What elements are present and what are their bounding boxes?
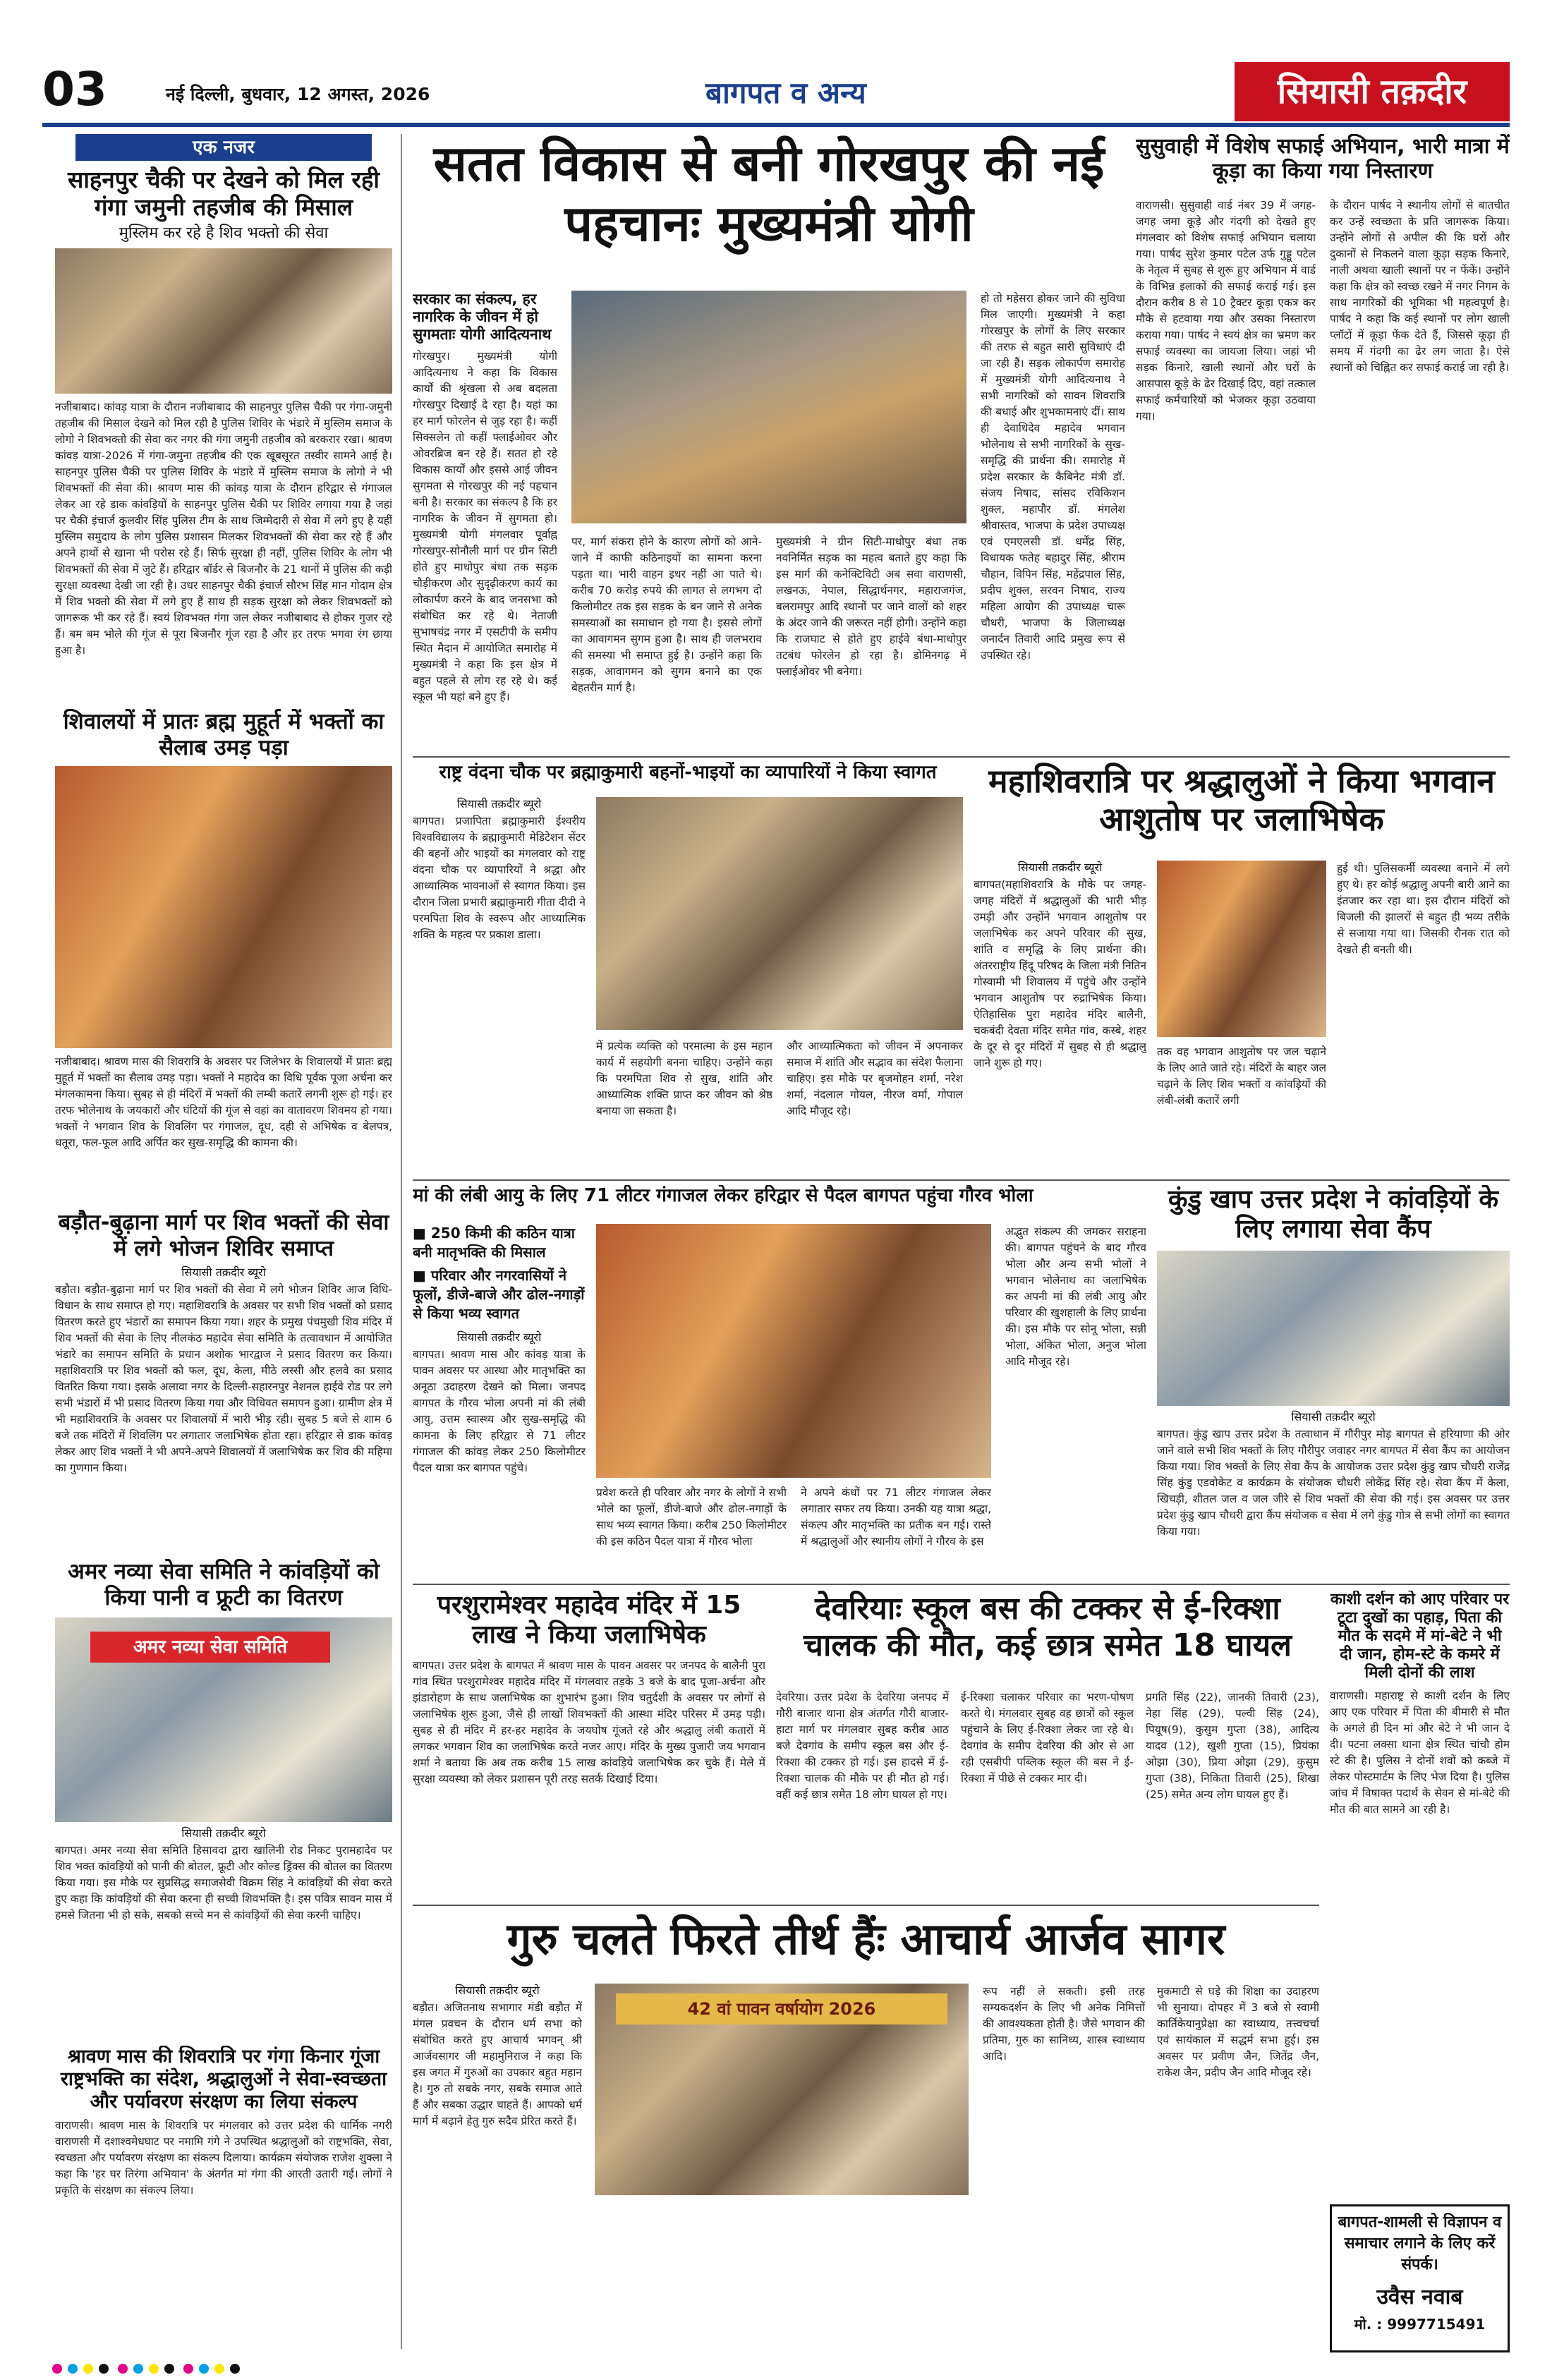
ad-phone: मो. : 9997715491 xyxy=(1354,2316,1486,2333)
photo xyxy=(55,766,392,1048)
article-body: बागपत। कुंडु खाप उत्तर प्रदेश के तत्वाधान में गौरीपुर मोड़ बागपत से हरियाणा की ओर जाने वाले सभी शिव भक्तों के लिए गौरीपुर जवाहर नगर बागपत में सेवा कैंप का आयोजन किया गया। शिव भक्तों के लिए सेवा कैंप के आयोजक उत्तर प्रदेश कुंडु खाप चौधरी राजेंद्र सिंह कुंडु एडवोकेट व कार्यक्रम के संयोजक चौधरी लोकेंद्र सिंह रहे। सेवा कैंप में केला, खिचड़ी, शीतल जल व जल जीरे से शिव भक्तों की सेवा की गई। इस अवसर पर उत्तर प्रदेश कुंडु खाप चौधरी द्वारा कैंप संयोजक व सेवा में लगे कुंडु गोत्र से सभी लोगों का स्वागत किया गया। xyxy=(1157,1428,1510,1538)
bullet-2-text: परिवार और नगरवासियों ने फूलों, डीजे-बाजे और ढोल-नगाड़ों से किया भव्य स्वागत xyxy=(413,1267,585,1322)
col xyxy=(974,861,1146,1171)
article-body-1: बड़ौत। अजितनाथ सभागार मंडी बड़ौत में मंगल प्रवचन के दौरान धर्म सभा को संबोधित करते हुए आचार्य भगवन् श्री आर्जवसागर जी महामुनिराज ने कहा कि इस जगत में गुरुओं का उपकार बहुत महान है। गुरु तो सबके नगर, सबके समाज आते हैं और सबका उद्धार चाहते हैं। आपको धर्म मार्ग में बढ़ाने हेतु गुरु सदैव प्रेरित करते हैं। xyxy=(413,2001,582,2128)
lead-photo xyxy=(571,291,966,523)
headline: श्रावण मास की शिवरात्रि पर गंगा किनार गूंजा राष्ट्रभक्ति का संदेश, श्रद्धालुओं ने सेवा-स्वच्छता और पर्यावरण संरक्षण का लिया संकल्प xyxy=(60,2046,387,2113)
headline: अमर नव्या सेवा समिति ने कांवड़ियों को किया पानी व फ्रूटी का वितरण xyxy=(68,1559,380,1610)
article-body-1: देवरिया। उत्तर प्रदेश के देवरिया जनपद में गौरी बाजार थाना क्षेत्र अंतर्गत गौरी बाजार-हाटा मार्ग पर मंगलवार सुबह करीब आठ बजे देवगांव के समीप स्कूल बस और ई-रिक्शा की टक्कर हो गई। इस हादसे में ई-रिक्शा चालक की मौके पर ही मौत हो गई। वहीं कई छात्र समेत 18 लोग घायल हो गए। xyxy=(776,1691,949,1801)
article-body: बागपत। अमर नव्या सेवा समिति हिसावदा द्वारा खालिनी रोड निकट पुरामहादेव पर शिव भक्त कांवड़ियों को पानी की बोतल, फ्रूटी और कोल्ड ड्रिंक्स की बोतल का वितरण किया गया। इस मौके पर सुप्रसिद्ध समाजसेवी विक्रम सिंह ने कांवड़ियों की सेवा करते हुए कहा कि कांवड़ियों की सेवा करना ही सच्ची शिवभक्ति है। इस पवित्र सावन मास में हमसे जितना भी हो सके, सबको सच्चे मन से कांवड़ियों की सेवा करनी चाहिए। xyxy=(55,1844,392,1922)
article-body: वाराणसी। श्रावण मास के शिवरात्रि पर मंगलवार को उत्तर प्रदेश की धार्मिक नगरी वाराणसी में दशाश्वमेधघाट पर नमामि गंगे ने उपस्थित श्रद्धालुओं को राष्ट्रभक्ति, सेवा, स्वच्छता और पर्यावरण संरक्षण का संकल्प दिलाया। कार्यक्रम संयोजक राजेश शुक्ला ने कहा कि 'हर घर तिरंगा अभियान' के अंतर्गत मां गंगा की आरती उतारी गई। लोगों ने प्रकृति के संरक्षण का संकल्प लिया। xyxy=(55,2118,392,2197)
byline: सियासी तक़दीर ब्यूरो xyxy=(456,797,542,810)
article-body-3: प्रगति सिंह (22), जानकी तिवारी (23), नेहा सिंह (29), पल्वी सिंह (24), पियूष(9), कुसुम गुप्ता (38), आदित्य यादव (12), खुशी गुप्ता (15), प्रियंका ओझा (30), प्रिया ओझा (29), कुसुम गुप्ता (38), निकिता तिवारी (25), शिखा (25) समेत अन्य लोग घायल हुए हैं। xyxy=(1146,1691,1319,1801)
column-rule xyxy=(401,134,402,2349)
photo xyxy=(595,1984,969,2195)
article-body-2: प्रवेश करते ही परिवार और नगर के लोगों ने सभी भोले का फूलों, डीजे-बाजे और ढोल-नगाड़ों के साथ भव्य स्वागत किया। करीब 250 किलोमीटर की इस कठिन पैदल यात्रा में गौरव भोला xyxy=(596,1486,787,1548)
article-body: नजीबाबाद। कांवड़ यात्रा के दौरान नजीबाबाद की साहनपुर पुलिस चैकी पर गंगा-जमुनी तहजीब की मिसाल देखने को मिल रही है पुलिस शिविर के भंडारे में मुस्लिम समाज के लोगो ने शिवभक्तो की सेवा कर नगर की गंगा जमुनी तहजीब को बरकरार रखा। श्रावण कांवड़ यात्रा-2026 में गंगा-जमुना तहजीब की एक खूबसूरत तस्वीर सामने आई है। साहनपुर पुलिस चैकी पर पुलिस शिविर के भंडारे में मुस्लिम समाज के लोगो ने भी शिवभक्तों की सेवा की। श्रावण मास की कांवड़ यात्रा के दौरान हरिद्वार से गंगाजल लेकर आ रहे डाक कांवड़ियों के साहनपुर पुलिस चैकी पर शिविर लगाया गया है जहां पर चैकी इंचार्ज कुलवीर सिंह पुलिस टीम के साथ जिम्मेदारी से सेवा में लगे हुए है यहीं मुस्लिम समुदाय के लोग पुलिस प्रशासन मिलकर शिवभक्तों की सेवा कर रहे हैं और अपने हाथों से खाना भी परोस रहे हैं। सिर्फ सुरक्षा ही नहीं, पुलिस शिविर के लोग भी शिवभक्तों की सेवा में जुटे हैं। हरिद्वार बॉर्डर से बिजनौर के 21 थानों में पुलिस की कड़ी सुरक्षा व्यवस्था देखी जा रही है। उधर साहनपुर चैकी इंचार्ज सौरभ सिंह मान गोदाम क्षेत्र में शिव भक्तो की सेवा में लगे हुए हैं साथ ही सड़क सुरक्षा को लेकर शिवभक्तों को जागरूक भी कर रहे हैं। स्वयं शिवभक्त गंगा जल लेकर नजीबाबाद से होकर गुजर रहे हैं। बम बम भोले की गूंज से पूरा बिजनौर गूंज रहा है और हर तरफ भगवा रंग छाया हुआ है। xyxy=(55,401,392,657)
lead-body-2: पर, मार्ग संकरा होने के कारण लोगों को आने-जाने में काफी कठिनाइयों का सामना करना पड़ता था। भारी वाहन इधर नहीं आ पाते थे। करीब 70 करोड़ रुपये की लागत से लगभग दो किलोमीटर तक इस सड़क के बन जाने से अनेक समस्याओं का समाधान हो गया है। इससे लोगों का आवागमन सुगम हुआ है। साथ ही जलभराव की समस्या भी समाप्त हुई है। उन्होंने कहा कि सड़क, आवागमन को सुगम बनाने का एक बेहतरीन मार्ग है। xyxy=(571,535,762,694)
lead-subhead xyxy=(413,291,557,715)
byline: सियासी तक़दीर ब्यूरो xyxy=(456,1330,542,1344)
lead-body-1: गोरखपुर। मुख्यमंत्री योगी आदित्यनाथ ने कहा कि विकास कार्यों की श्रृंखला से अब बदलता गोरखपुर दिखाई दे रहा है। यहां का हर मार्ग फोरलेन से जुड़ रहा है। कहीं सिक्सलेन तो कहीं फ्लाईओवर और ओवरब्रिज बन रहे हैं। सतत हो रहे विकास कार्यों और इससे आई जीवन सुगमता से गोरखपुर की नई पहचान बनी है। सरकार का संकल्प है कि हर नागरिक के जीवन में सुगमता हो। मुख्यमंत्री योगी मंगलवार पूर्वाह्न गोरखपुर-सोनौली मार्ग पर ग्रीन सिटी होते हुए माधोपुर बंधा तक सड़क चौड़ीकरण और सुदृढ़ीकरण कार्य का लोकार्पण करने के बाद जनसभा को संबोधित कर रहे थे। नेताजी सुभाषचंद्र नगर में एसटीपी के समीप स्थित मैदान में आयोजित समारोह में मुख्यमंत्री ने कहा कि इस क्षेत्र में बहुत पहले से लोग रह रहे थे। कई स्कूल भी यहां बने हुए हैं। xyxy=(413,349,557,703)
section-title: बागपत व अन्य xyxy=(705,75,866,110)
ad-title: बागपत-शामली से विज्ञापन व समाचार लगाने के लिए करें संपर्क। xyxy=(1338,2214,1502,2273)
article-body-2: ई-रिक्शा चलाकर परिवार का भरण-पोषण करते थे। मंगलवार सुबह वह छात्रों को स्कूल पहुंचाने के लिए ई-रिक्शा लेकर जा रहे थे। देवगांव के समीप देवरिया की ओर से आ रही एसबीपी पब्लिक स्कूल की बस ने ई-रिक्शा में पीछे से टक्कर मार दी। xyxy=(961,1691,1134,1785)
headline: बड़ौत-बुढ़ाना मार्ग पर शिव भक्तों की सेवा में लगे भोजन शिविर समाप्त xyxy=(58,1210,389,1261)
article-parshurameshwar xyxy=(413,1591,765,1901)
bullet-1: ■ 250 किमी की कठिन यात्रा बनी मातृभक्ति की मिसाल xyxy=(413,1225,575,1261)
lead-body-3: मुख्यमंत्री ने ग्रीन सिटी-माधोपुर बंधा तक नवनिर्मित सड़क का महत्व बताते हुए कहा कि इस मार्ग की कनेक्टिविटी अब सवा वाराणसी, लखनऊ, नेपाल, सिद्धार्थनगर, महाराजगंज, बलरामपुर आदि स्थानों पर जाने वालों को शहर के अंदर जाने की जरूरत नहीं होगी। उन्होंने कहा कि राजघाट से होते हुए हाईवे बंधा-माधोपुर तटबंध फोरलेन हो रहा है। डोमिनगढ़ में फ्लाईओवर भी बनेगा। xyxy=(776,535,966,678)
photo xyxy=(1157,861,1326,1037)
photo xyxy=(55,1617,392,1822)
article-kundu-khap xyxy=(1157,1185,1510,1580)
photo xyxy=(55,248,392,394)
headline: परशुरामेश्वर महादेव मंदिर में 15 लाख ने किया जलाभिषेक xyxy=(437,1591,741,1650)
headline: शिवालयों में प्रातः ब्रह्म मुहूर्त में भक्तों का सैलाब उमड़ पड़ा xyxy=(63,709,384,760)
article-body-2: तक वह भगवान आशुतोष पर जल चढ़ाने के लिए आते जाते रहे। मंदिरों के बाहर जल चढ़ाने के लिए शिव भक्तों व कांवड़ियों की लंबी-लंबी कतारें लगी xyxy=(1157,1045,1326,1107)
header-rule xyxy=(42,123,1510,127)
article-baraut xyxy=(55,1210,392,1562)
article-body-1: बागपत। प्रजापिता ब्रह्माकुमारी ईश्वरीय विश्वविद्यालय के ब्रह्माकुमारी मेडिटेशन सेंटर की बहनों और भाइयों का मंगलवार को राष्ट्र वंदना चौक पर व्यापारियों ने श्रद्धा और आध्यात्मिक भावनाओं से स्वागत किया। इस दौरान जिला प्रभारी ब्रह्माकुमारी गीता दीदी ने परमपिता शिव के स्वरूप और आध्यात्मिक शक्ति के महत्व पर प्रकाश डाला। xyxy=(413,815,586,942)
bullet-1-text: 250 किमी की कठिन यात्रा बनी मातृभक्ति की मिसाल xyxy=(413,1225,575,1261)
article-deoria xyxy=(776,1591,1319,1901)
article-mahashivratri xyxy=(974,762,1510,1178)
article-shivalay xyxy=(55,709,392,1217)
brand-logo: सियासी तक़दीर xyxy=(1235,62,1510,121)
dateline: नई दिल्ली, बुधवार, 12 अगस्त, 2026 xyxy=(166,84,430,104)
mark-dot xyxy=(83,2364,93,2374)
article-body-4: अद्भुत संकल्प की जमकर सराहना की। बागपत पहुंचने के बाद गौरव भोला और अन्य सभी भोलों ने भगवान भोलेनाथ का जलाभिषेक कर अपनी मां की लंबी आयु और परिवार की खुशहाली के लिए प्रार्थना की। इस मौके पर सोनू भोला, सन्नी भोला, अंकित भोला, अनुज भोला आदि मौजूद रहे। xyxy=(1005,1225,1146,1368)
mark-dot xyxy=(230,2364,240,2374)
mark-dot xyxy=(214,2364,224,2374)
article-body-3: ने अपने कंधों पर 71 लीटर गंगाजल लेकर लगातार सफर तय किया। उनकी यह यात्रा श्रद्धा, संकल्प और मातृभक्ति का प्रतीक बन गई। रास्ते में श्रद्धालुओं और स्थानीय लोगों ने गौरव के इस xyxy=(801,1486,991,1548)
section-rule xyxy=(413,1584,1510,1585)
article-body-1: बागपत(महाशिवरात्रि के मौके पर जगह- जगह मंदिरों में श्रद्धालुओं की भारी भीड़ उमड़ी और उन्होंने भगवान आशुतोष पर जलाभिषेक कर अपने परिवार की सुख, शांति व समृद्धि के लिए प्रार्थना की। अंतरराष्ट्रीय हिंदू परिषद के जिला मंत्री नितिन गोस्वामी भी शिवालय में पहुंचे और उन्होंने भगवान आशुतोष पर रुद्राभिषेक किया। ऐतिहासिक पुरा महादेव मंदिर बालैनी, चकबंदी देवता मंदिर समेत गांव, कस्बे, शहर के दूर से दूर मंदिरों में सुबह से ही श्रद्धालु जाने शुरू हो गए। xyxy=(974,878,1146,1070)
headline: गुरु चलते फिरते तीर्थ हैंः आचार्य आर्जव सागर xyxy=(507,1913,1225,1965)
mark-dot xyxy=(99,2364,109,2374)
byline: सियासी तक़दीर ब्यूरो xyxy=(181,1265,266,1280)
section-rule xyxy=(413,756,1510,758)
mark-dot xyxy=(133,2364,143,2374)
article-body: नजीबाबाद। श्रावण मास की शिवरात्रि के अवसर पर जिलेभर के शिवालयों में प्रातः ब्रह्म मुहूर्त में भक्तों का सैलाब उमड़ पड़ा। भक्तों ने महादेव का विधि पूर्वक पूजा अर्चना कर मंगलकामना किया। सुबह से ही मंदिरों में भक्तों की लम्बी कतारें लगनी शुरू हो गई। हर तरफ भोलेनाथ के जयकारों और घंटियों की गूंज से वहां का वातावरण शिवमय हो गया। भक्तों ने भगवान शिव के शिवलिंग पर गंगाजल, दूध, दही से अभिषेक व बेलपत्र, धतूरा, फल-फूल आदि अर्पित कर सुख-समृद्धि की कामना की। xyxy=(55,1055,392,1150)
print-registration-marks xyxy=(0,2360,1552,2380)
ad-name: उवैस नवाब xyxy=(1376,2285,1463,2309)
col xyxy=(413,1224,586,1577)
lead-story xyxy=(413,134,1125,755)
article-body-3: मुकमाटी से घड़े की शिक्षा का उदाहरण भी सुनाया। दोपहर में 3 बजे से स्वामी कार्तिकेयानुप्रेक्षा का स्वाध्याय, तत्त्वचर्चा एवं सायंकाल में सद्धर्म सभा हुई। इस अवसर पर प्रवीण जैन, जितेंद्र जैन, राकेश जैन, प्रदीप जैन आदि मौजूद रहे। xyxy=(1157,1985,1319,2079)
headline: महाशिवरात्रि पर श्रद्धालुओं ने किया भगवान आशुतोष पर जलाभिषेक xyxy=(988,762,1495,839)
section-rule xyxy=(413,1179,1510,1181)
headline: साहनपुर चैकी पर देखने को मिल रही गंगा जमुनी तहजीब की मिसाल xyxy=(68,166,380,221)
headline: काशी दर्शन को आए परिवार पर टूटा दुखों का पहाड़, पिता की मौत के सदमे में मां-बेटे ने भी दी जान, होम-स्टे के कमरे में मिली दोनों की लाश xyxy=(1330,1591,1510,1682)
mark-dot xyxy=(52,2364,62,2374)
photo xyxy=(1157,1251,1510,1406)
mark-dot xyxy=(164,2364,174,2374)
headline: सुसुवाही में विशेष सफाई अभियान, भारी मात्रा में कूड़ा का किया गया निस्तारण xyxy=(1136,134,1510,184)
headline: राष्ट्र वंदना चौक पर ब्रह्माकुमारी बहनों-भाइयों का व्यापारियों ने किया स्वागत xyxy=(439,762,937,783)
col xyxy=(413,797,586,1171)
article-body-3: हुई थी। पुलिसकर्मी व्यवस्था बनाने में लगे हुए थे। हर कोई श्रद्धालु अपनी बारी आने का इंतजार कर रहा था। इस दौरान मंदिरों को बिजली की झालरों से बहुत ही भव्य तरीके से सजाया गया था। जिसकी रौनक रात को देखते ही बनती थी। xyxy=(1337,862,1510,956)
mark-dot xyxy=(199,2364,209,2374)
article-susuwahi xyxy=(1136,134,1510,755)
article-amar-navya xyxy=(55,1559,392,2053)
photo-banner: अमर नव्या सेवा समिति xyxy=(90,1632,330,1663)
headline: देवरियाः स्कूल बस की टक्कर से ई-रिक्शा चालक की मौत, कई छात्र समेत 18 घायल xyxy=(804,1591,1292,1663)
article-body-1: वाराणसी। सुसुवाही वार्ड नंबर 39 में जगह-जगह जमा कूड़े और गंदगी को देखते हुए मंगलवार को विशेष सफाई अभियान चलाया गया। पार्षद सुरेश कुमार पटेल उर्फ गुड्डू पटेल के नेतृत्व में सुबह से शुरू हुए अभियान में वार्ड के विभिन्न इलाकों की सफाई कराई गई। इस दौरान करीब 8 से 10 ट्रैक्टर कूड़ा एकत्र कर मौके से हटवाया गया और उसका निस्तारण कराया गया। पार्षद ने स्वयं क्षेत्र का भ्रमण कर सफाई व्यवस्था का जायजा लिया। जहां भी सड़क किनारे, खाली स्थानों और घरों के आसपास कूड़े के ढेर दिखाई दिए, वहां तत्काल सफाई कर्मचारियों को भेजकर कूड़ा उठवाया गया। xyxy=(1136,199,1316,423)
article-body-3: और आध्यात्मिकता को जीवन में अपनाकर समाज में शांति और सद्भाव का संदेश फैलाना चाहिए। इस मौके पर बृजमोहन शर्मा, नरेश शर्मा, नंदलाल गोयल, नीरज वर्मा, गोपाल आदि मौजूद रहे। xyxy=(787,1040,963,1117)
lead-subhead-text: सरकार का संकल्प, हर नागरिक के जीवन में हो सुगमताः योगी आदित्यनाथ xyxy=(413,291,552,344)
photo xyxy=(596,1224,991,1478)
article-body: बागपत। उत्तर प्रदेश के बागपत में श्रावण मास के पावन अवसर पर जनपद के बालैनी पुरा गांव स्थित परशुरामेश्वर महादेव मंदिर में मंगलवार तड़के 3 बजे के बाद पूजा-अर्चना और झंडारोहण के साथ जलाभिषेक का शुभारंभ हुआ। शिव चतुर्दशी के अवसर पर लोगों से जलाभिषेक शुरू हुआ, जैसे ही लाखों शिवभक्तों की आस्था मंदिर परिसर में उमड़ पड़ी। सुबह से ही मंदिर में हर-हर महादेव के जयघोष गूंजते रहे और श्रद्धालु लंबी कतारों में लगकर भगवान शिव का जलाभिषेक करते नजर आए। मंदिर के मुख्य पुजारी जय भगवान शर्मा ने बताया कि अब तक करीब 15 लाख कांवड़िये जलाभिषेक कर चुके हैं। मेले में सुरक्षा व्यवस्था को लेकर प्रशासन पूरी तरह सतर्क दिखाई दिया। xyxy=(413,1658,765,1785)
article-body: वाराणसी। महाराष्ट्र से काशी दर्शन के लिए आए एक परिवार में पिता की बीमारी से मौत के अगले ही दिन मां और बेटे ने भी जान दे दी। पटना लक्सा थाना क्षेत्र स्थित चांचौ होम स्टे की है। पुलिस ने दोनों शवों को कब्जे में लेकर पोस्टमार्टम के लिए भेज दिया है। पुलिस जांच में विषाक्त पदार्थ के सेवन से मां-बेटे की मौत की बात सामने आ रही है। xyxy=(1330,1689,1510,1816)
headline: मां की लंबी आयु के लिए 71 लीटर गंगाजल लेकर हरिद्वार से पैदल बागपत पहुंचा गौरव भोला xyxy=(413,1185,1033,1206)
byline: सियासी तक़दीर ब्यूरो xyxy=(1017,861,1103,874)
mark-dot xyxy=(183,2364,193,2374)
section-rule xyxy=(413,1905,1319,1906)
mark-dot xyxy=(118,2364,128,2374)
bullet-2: ■ परिवार और नगरवासियों ने फूलों, डीजे-बाजे और ढोल-नगाड़ों से किया भव्य स्वागत xyxy=(413,1267,585,1322)
lead-headline: सतत विकास से बनी गोरखपुर की नई पहचानः मुख्यमंत्री योगी xyxy=(433,135,1105,253)
mark-dot xyxy=(68,2364,78,2374)
article-brahmakumari xyxy=(413,762,963,1178)
article-body: बड़ौत। बड़ौत-बुढ़ाना मार्ग पर शिव भक्तों की सेवा में लगे भोजन शिविर आज विधि-विधान के साथ समाप्त हो गए। महाशिवरात्रि के अवसर पर सभी शिव भक्तों को प्रसाद वितरण करते हुए भंडारों का समापन किया गया। शहर के प्रमुख पंचमुखी शिव मंदिर में शिव भक्तों की सेवा के लिए नीलकंठ महादेव सेवा समिति के तत्वावधान में आयोजित भंडारे का समापन समिति के प्रधान अशोक भारद्वाज ने प्रसाद वितरण कर किया। महाशिवरात्रि पर शिव भक्तों को फल, दूध, केला, मीठे लस्सी और हलवे का प्रसाद वितरित किया गया। इसके अलावा नगर के दिल्ली-सहारनपुर नेशनल हाईवे रोड पर लगे सभी भंडारों में भी प्रसाद वितरण किया गया और विधिवत समापन हुआ। ग्रामीण क्षेत्र में भी महाशिवरात्रि के अवसर पर शिवालयों में भारी भीड़ रही। सुबह 5 बजे से शाम 6 बजे तक मंदिरों में शिवलिंग पर लगातार जलाभिषेक होता रहा। हरिद्वार से डाक कांवड़ लेकर आए शिव भक्तों ने भी अपने-अपने शिवालयों में जलाभिषेक कर शिव की महिमा का गुणगान किया। xyxy=(55,1283,392,1475)
photo-banner: 42 वां पावन वर्षायोग 2026 xyxy=(616,1993,947,2024)
article-body-2: रूप नहीं ले सकती। इसी तरह सम्यकदर्शन के लिए भी अनेक निमित्तों की आवश्यकता होती है। जैसे भगवान की प्रतिमा, गुरु का सानिध्य, शास्त्र स्वाध्याय आदि। xyxy=(983,1985,1145,2063)
page-number: 03 xyxy=(42,62,107,116)
article-aacharya xyxy=(413,1913,1319,2354)
article-body-2: में प्रत्येक व्यक्ति को परमात्मा के इस महान कार्य में सहयोगी बनना चाहिए। उन्होंने कहा कि परमपिता शिव से सुख, शांति और आध्यात्मिक शक्ति प्राप्त कर जीवन को श्रेष्ठ बनाया जा सकता है। xyxy=(596,1040,772,1117)
byline: सियासी तक़दीर ब्यूरो xyxy=(1291,1409,1376,1423)
masthead xyxy=(42,62,1510,127)
article-kashi xyxy=(1330,1591,1510,2204)
ad-box xyxy=(1330,2204,1510,2352)
mark-dot xyxy=(149,2364,159,2374)
article-body-2: के दौरान पार्षद ने स्थानीय लोगों से बातचीत कर उन्हें स्वच्छता के प्रति जागरूक किया। उन्होंने लोगों से अपील की कि घरों और दुकानों से निकलने वाला कूड़ा सड़क किनारे, नाली अथवा खाली स्थानों पर न फेंकें। उन्होंने कहा कि क्षेत्र को स्वच्छ रखने में नगर निगम के साथ नागरिकों की भूमिका भी महत्वपूर्ण है। पार्षद ने कहा कि कई स्थानों पर लोग खाली प्लॉटों में कूड़ा फेंक देते हैं, जिससे कूड़ा ही समय में गंदगी का ढेर लग जाता है। ऐसे स्थानों को चिह्नित कर सफाई कराई जा रही है। xyxy=(1330,199,1510,374)
article-ganga xyxy=(55,2046,392,2356)
ek-nazar-tag: एक नजर xyxy=(75,134,372,161)
article-body-1: बागपत। श्रावण मास और कांवड़ यात्रा के पावन अवसर पर आस्था और मातृभक्ति का अनूठा उदाहरण देखने को मिला। जनपद बागपत के गौरव भोला अपनी मां की लंबी आयु, उत्तम स्वास्थ्य और सुख-समृद्धि की कामना के लिए हरिद्वार से 71 लीटर गंगाजल की कांवड़ लेकर 250 किलोमीटर पैदल यात्रा कर बागपत पहुंचे। xyxy=(413,1348,586,1475)
article-sahanpur xyxy=(55,134,392,727)
photo xyxy=(596,797,963,1030)
byline: सियासी तक़दीर ब्यूरो xyxy=(455,1984,540,1997)
headline: कुंडु खाप उत्तर प्रदेश ने कांवड़ियों के लिए लगाया सेवा कैंप xyxy=(1168,1185,1499,1244)
col xyxy=(413,1984,582,2350)
byline: सियासी तक़दीर ब्यूरो xyxy=(181,1826,266,1840)
article-gaurav-bhola xyxy=(413,1185,1146,1580)
subheadline: मुस्लिम कर रहे है शिव भक्तो की सेवा xyxy=(119,224,329,242)
lead-body-4: हो तो महेसरा होकर जाने की सुविधा मिल जाएगी। मुख्यमंत्री ने कहा गोरखपुर के लोगों के लिए सरकार की तरफ से बहुत सारी सुविधाएं दी जा रही हैं। सड़क लोकार्पण समारोह में मुख्यमंत्री योगी आदित्यनाथ ने सभी नागरिकों को सावन शिवरात्रि की बधाई और शुभकामनाएं दीं। साथ ही देवाधिदेव महादेव भगवान भोलेनाथ से सभी नागरिकों के सुख-समृद्धि की प्रार्थना की। समारोह में प्रदेश सरकार के कैबिनेट मंत्री डॉ. संजय निषाद, सांसद रविकिशन शुक्ल, महापौर डॉ. मंगलेश श्रीवास्तव, भाजपा के प्रदेश उपाध्यक्ष एवं एमएलसी डॉ. धर्मेंद्र सिंह, विधायक फतेह बहादुर सिंह, श्रीराम चौहान, विपिन सिंह, महेंद्रपाल सिंह, प्रदीप शुक्ल, सरवन निषाद, राज्य महिला आयोग की उपाध्यक्ष चारू चौधरी, भाजपा के जिलाध्यक्ष जनार्दन तिवारी आदि प्रमुख रूप से उपस्थित रहे। xyxy=(981,292,1125,662)
